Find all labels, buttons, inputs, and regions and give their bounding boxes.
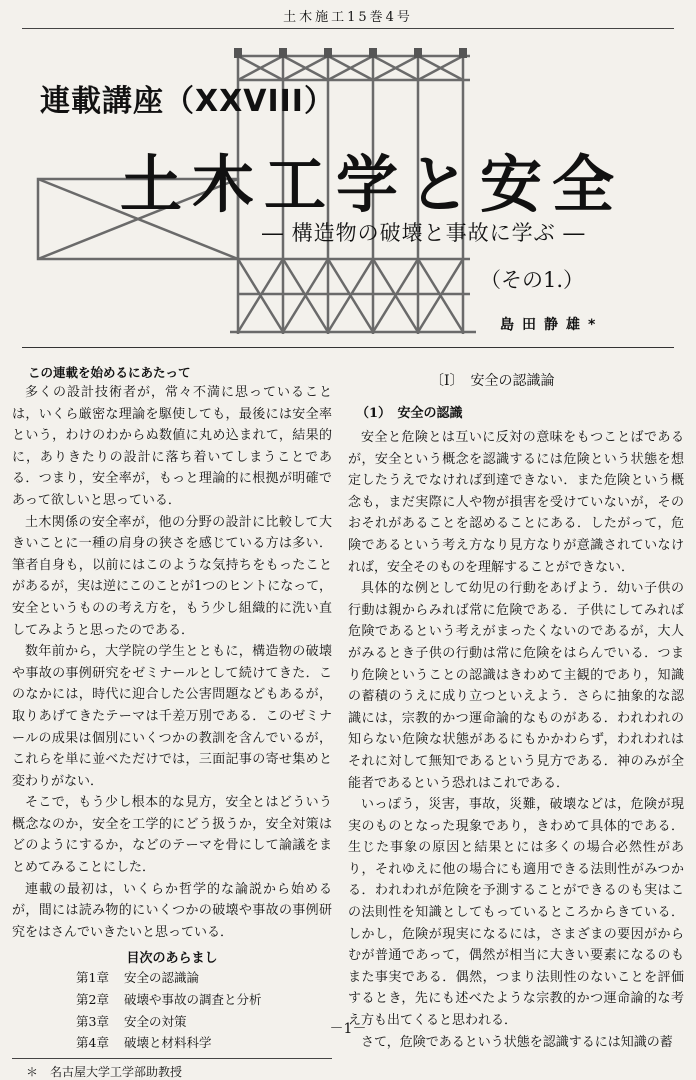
toc-chapter-number: 第3章 [76, 1013, 109, 1029]
toc-chapter-number: 第4章 [76, 1035, 109, 1051]
toc-item [12, 967, 332, 989]
paragraph: 連載の最初は，いくらか哲学的な論説から始めるが，間には読み物的にいくつかの破壊や事故の事例研究をはさんでいきたいと思っている． [12, 881, 332, 940]
paragraph: 土木関係の安全率が，他の分野の設計に比較して大きいことに一種の肩身の狭さを感じている方は多い．筆者自身も，以前にはこのような気持ちをもったことがあるが，実は逆にこのことが1つのヒントになって，安全というものの考え方を，もう少し組織的に洗い直してみようと思ったのである． [12, 514, 333, 638]
toc-chapter-title: 安全の対策 [124, 1013, 187, 1029]
page-number: －1－ [329, 1021, 367, 1037]
toc-chapter-title: 安全の認識論 [124, 970, 200, 986]
header-rule [22, 28, 674, 29]
intro-heading: この連載を始めるにあたって [28, 365, 191, 380]
right-column [348, 356, 684, 1053]
journal-header: 土木施工15巻4号 [283, 10, 413, 25]
article-subtitle: ― 構造物の破壊と事故に学ぶ ― [262, 221, 586, 245]
footnote-rule [12, 1058, 332, 1059]
toc-chapter-number: 第2章 [76, 992, 109, 1008]
paragraph: 具体的な例として幼児の行動をあげよう．幼い子供の行動は親からみれば常に危険である．子供にしてみれば危険であるという考えがまったくないのであるが，大人がみるとき子供の行動は常に危険をはらんでいる．つまり危険ということの認識はきわめて主観的であり，知識の蓄積のうえに成り立つといえよう．さらに抽象的な認識には，宗教的かつ運命論的なものがある．われわれの知らない危険な状態があるにもかかわらず，われわれはそれに対して無知であるという見方である．神のみが全能者であるという恐れはこれである． [348, 581, 684, 791]
author-name: 島田静雄* [500, 317, 604, 333]
left-column [12, 356, 332, 1080]
toc-chapter-title: 破壊や事故の調査と分析 [124, 992, 262, 1008]
title-rule [22, 347, 674, 348]
paragraph: さて，危険であるという状態を認識するには知識の蓄 [361, 1034, 673, 1050]
toc-item [12, 989, 332, 1011]
author-footnote: ＊ 名古屋大学工学部助教授 [26, 1064, 183, 1079]
paragraph: 多くの設計技術者が，常々不満に思っていることは，いくら厳密な理論を駆使しても，最後には安全率という，わけのわからぬ数値に丸め込まれて，結果的に，ありきたりの設計に落ち着いてしまうことである．つまり，安全率が，もっと理論的に根拠が明確であって欲しいと思っている． [12, 385, 332, 508]
paragraph: 数年前から，大学院の学生とともに，構造物の破壊や事故の事例研究をゼミナールとして続けてきた．このなかには，時代に迎合した公害問題などもあるが，取りあげてきたテーマは千差万別である．このゼミナールの成果は個別にいくつかの教訓を含んでいるが，これらを単に並べただけでは，三面記事の寄せ集めと変わりがない． [12, 644, 332, 789]
paragraph: 安全と危険とは互いに反対の意味をもつことばであるが，安全という概念を認識するには危険という状態を想定したうえでなければ到達できない．また危険という概念も，まだ実際に人や物が損害を受けていないが，そのおそれがあることを認めることにある．したがって，危険であるという考え方なり見方なりが意識されていなければ，安全そのものを理解することができない． [348, 430, 684, 575]
part-label: （その1.） [480, 268, 585, 292]
toc-title: 目次のあらまし [126, 951, 218, 967]
subsection-heading: （1） 安全の認識 [356, 406, 463, 421]
section-heading: 〔Ⅰ〕 安全の認識論 [430, 373, 555, 389]
paragraph: いっぽう，災害，事故，災難，破壊などは，危険が現実のものとなった現象であり，きわめて具体的である．生じた事象の原因と結果とには多くの場合必然性があり，それゆえに他の場合にも適用できる法則性がみつかる．われわれが危険を予測することができるのも実はこの法則性を知識としてもっているところからきている．しかし，危険が現実になるには，さまざまの要因がからむが普通であって，偶然が相当に大きい要素になるのもまた事実である．偶然，つまり法則性のないことを評価するとき，先にも述べたような宗教的かつ運命論的な考え方も出てくると思われる． [348, 797, 684, 1029]
article-title: 土木工学と安全 [120, 148, 625, 221]
paragraph: そこで，もう少し根本的な見方，安全とはどういう概念なのか，安全を工学的にどう扱うか，安全対策はどのようにするか，などのテーマを骨にして論議をまとめてみることにした． [12, 795, 332, 876]
series-title: 連載講座（XXVIII） [40, 84, 335, 119]
toc-chapter-number: 第1章 [76, 970, 109, 986]
toc-chapter-title: 破壊と材料科学 [124, 1035, 212, 1051]
